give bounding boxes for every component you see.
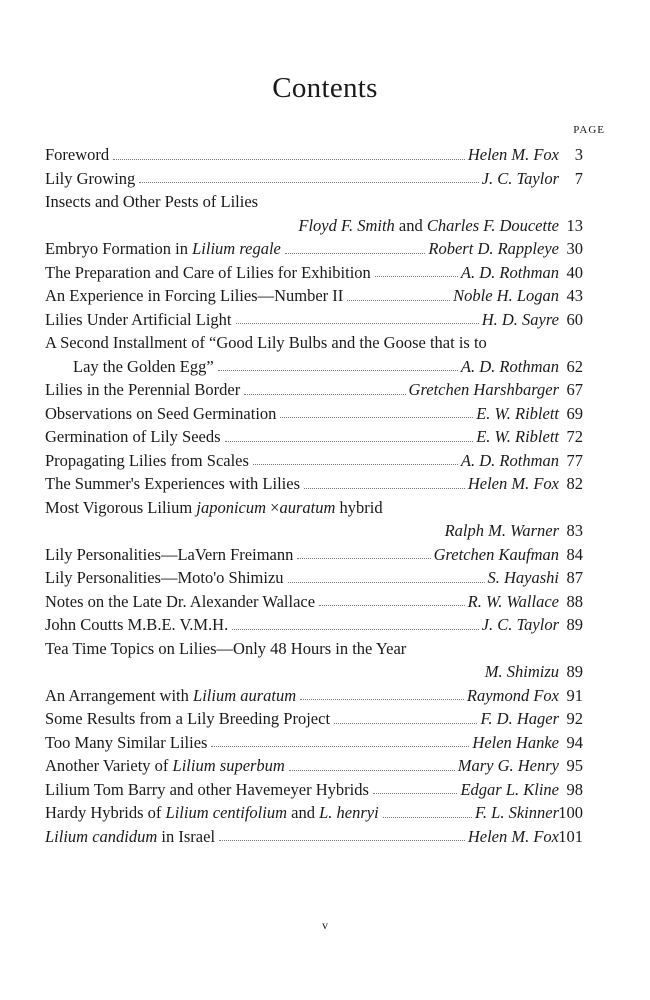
toc-entry-authors [45, 214, 583, 238]
toc-entry [45, 496, 575, 520]
leader-dots [319, 590, 465, 607]
toc-entry [45, 566, 583, 590]
entry-author: A. D. Rothman [460, 356, 559, 376]
entry-page: 72 [566, 427, 583, 446]
entry-page: 43 [566, 286, 583, 305]
toc-entry [45, 613, 583, 637]
entry-page: 82 [566, 474, 583, 493]
toc-entry [45, 331, 575, 355]
toc-entry [45, 731, 583, 755]
entry-title: Embryo Formation in Lilium regale [45, 239, 281, 258]
entry-page: 100 [558, 803, 583, 822]
entry-author: Mary G. Henry [457, 756, 559, 775]
entry-title: Lilies Under Artificial Light [45, 309, 232, 329]
entry-title: Lilies in the Perennial Border [45, 380, 241, 399]
entry-title: Foreword [45, 145, 110, 164]
toc-entry-continuation [45, 355, 583, 379]
entry-author: Floyd F. Smith and Charles F. Doucette [298, 215, 559, 235]
entry-author: J. C. Taylor [481, 615, 559, 634]
entry-page: 30 [566, 239, 583, 258]
toc-entry [45, 425, 583, 449]
entry-page: 89 [566, 615, 583, 634]
leader-dots [375, 261, 458, 278]
entry-author: Noble H. Logan [453, 286, 559, 305]
entry-title: Lay the Golden Egg” [73, 356, 214, 376]
entry-author: A. D. Rothman [460, 262, 559, 282]
leader-dots [244, 378, 405, 395]
toc-entry [45, 402, 583, 426]
entry-author: A. D. Rothman [460, 450, 559, 470]
toc-entry [45, 190, 575, 214]
leader-dots [297, 543, 430, 560]
leader-dots [304, 472, 465, 489]
entry-page: 83 [566, 521, 583, 540]
entry-title: John Coutts M.B.E. V.M.H. [45, 615, 229, 634]
entry-author: Robert D. Rappleye [428, 239, 559, 258]
entry-author: E. W. Riblett [476, 427, 559, 446]
entry-page: 67 [566, 380, 583, 399]
entry-title: An Experience in Forcing Lilies—Number II [45, 286, 344, 305]
entry-title: Propagating Lilies from Scales [45, 450, 249, 470]
toc-entry [45, 472, 583, 496]
entry-title: Lily Personalities—LaVern Freimann [45, 544, 294, 564]
leader-dots [253, 449, 458, 466]
entry-page: 77 [566, 450, 583, 470]
toc-entry-author-line [45, 519, 583, 543]
entry-page: 3 [574, 145, 583, 164]
entry-author: M. Shimizu [484, 662, 559, 681]
entry-title: Too Many Similar Lilies [45, 732, 208, 752]
entry-page: 62 [566, 356, 583, 376]
leader-dots [225, 425, 474, 442]
entry-page: 69 [566, 403, 583, 423]
entry-title: Lilium candidum in Israel [45, 826, 216, 846]
toc-entry [45, 590, 583, 614]
entry-page: 7 [574, 168, 583, 188]
entry-title: The Summer's Experiences with Lilies [45, 474, 300, 493]
toc-entry [45, 143, 583, 167]
entry-page: 92 [566, 709, 583, 728]
entry-page: 94 [566, 732, 583, 752]
leader-dots [300, 684, 464, 701]
leader-dots [347, 284, 450, 301]
entry-title: Lilium Tom Barry and other Havemeyer Hybrids [45, 779, 369, 799]
entry-author: S. Hayashi [487, 568, 559, 587]
entry-author: Edgar L. Kline [460, 779, 559, 799]
entry-title: Observations on Seed Germination [45, 403, 277, 423]
toc-entry [45, 707, 583, 731]
entry-title: Tea Time Topics on Lilies—Only 48 Hours in the Year [45, 638, 407, 658]
page-title: Contents [272, 72, 378, 104]
entry-title: An Arrangement with Lilium auratum [45, 685, 297, 705]
leader-dots [285, 237, 426, 254]
entry-author: F. D. Hager [480, 709, 559, 728]
entry-title: Notes on the Late Dr. Alexander Wallace [45, 591, 316, 611]
leader-dots [373, 778, 458, 795]
entry-author: Helen M. Fox [467, 826, 559, 846]
leader-dots [232, 613, 478, 630]
entry-title: Some Results from a Lily Breeding Project [45, 709, 331, 728]
leader-dots [113, 143, 465, 160]
entry-author: J. C. Taylor [481, 168, 559, 188]
entry-title: Lily Personalities—Moto'o Shimizu [45, 568, 284, 587]
toc-entry [45, 778, 583, 802]
entry-page: 13 [566, 215, 583, 235]
entry-author: Raymond Fox [466, 685, 559, 705]
page-folio: v [322, 918, 328, 932]
entry-page: 84 [566, 544, 583, 564]
toc-entry-author-line [45, 660, 583, 684]
entry-author: R. W. Wallace [467, 591, 559, 611]
leader-dots [139, 167, 478, 184]
entry-author: Gretchen Harshbarger [408, 380, 559, 399]
entry-page: 89 [566, 662, 583, 681]
table-of-contents [45, 143, 583, 848]
entry-page: 98 [566, 779, 583, 799]
entry-page: 101 [558, 826, 583, 846]
entry-author: F. L. Skinner [474, 803, 559, 822]
leader-dots [236, 308, 479, 325]
entry-page: 87 [566, 568, 583, 587]
entry-page: 91 [566, 685, 583, 705]
leader-dots [289, 754, 455, 771]
entry-author: Gretchen Kaufman [433, 544, 559, 564]
toc-entry [45, 825, 583, 849]
leader-dots [334, 707, 477, 724]
entry-page: 40 [566, 262, 583, 282]
entry-title: Lily Growing [45, 168, 136, 188]
page-column-label: PAGE [573, 124, 605, 136]
entry-title: Most Vigorous Lilium japonicum ×auratum hybrid [45, 497, 383, 517]
toc-entry [45, 637, 575, 661]
entry-title: Germination of Lily Seeds [45, 427, 221, 446]
toc-entry [45, 684, 583, 708]
toc-entry [45, 378, 583, 402]
toc-entry [45, 449, 583, 473]
entry-author: Ralph M. Warner [444, 521, 559, 540]
toc-entry [45, 284, 583, 308]
entry-author: Helen M. Fox [467, 474, 559, 493]
toc-entry [45, 801, 583, 825]
toc-entry [45, 237, 583, 261]
toc-entry [45, 754, 583, 778]
entry-title: A Second Installment of “Good Lily Bulbs and the Goose that is to [45, 333, 487, 352]
entry-page: 95 [566, 756, 583, 775]
entry-title: Hardy Hybrids of Lilium centifolium and L. henryi [45, 803, 379, 822]
entry-author: E. W. Riblett [476, 403, 559, 423]
entry-title: Another Variety of Lilium superbum [45, 756, 285, 775]
leader-dots [383, 801, 472, 818]
entry-author: Helen Hanke [472, 732, 559, 752]
entry-page: 60 [566, 309, 583, 329]
entry-page: 88 [566, 591, 583, 611]
leader-dots [280, 402, 473, 419]
entry-author: Helen M. Fox [467, 145, 559, 164]
toc-entry [45, 261, 583, 285]
toc-entry [45, 308, 583, 332]
leader-dots [288, 566, 485, 583]
entry-title: The Preparation and Care of Lilies for Exhibition [45, 262, 371, 282]
entry-title: Insects and Other Pests of Lilies [45, 192, 259, 211]
toc-entry [45, 167, 583, 191]
leader-dots [211, 731, 469, 748]
entry-author: H. D. Sayre [481, 309, 559, 329]
leader-dots [218, 355, 458, 372]
toc-entry [45, 543, 583, 567]
leader-dots [219, 825, 465, 842]
